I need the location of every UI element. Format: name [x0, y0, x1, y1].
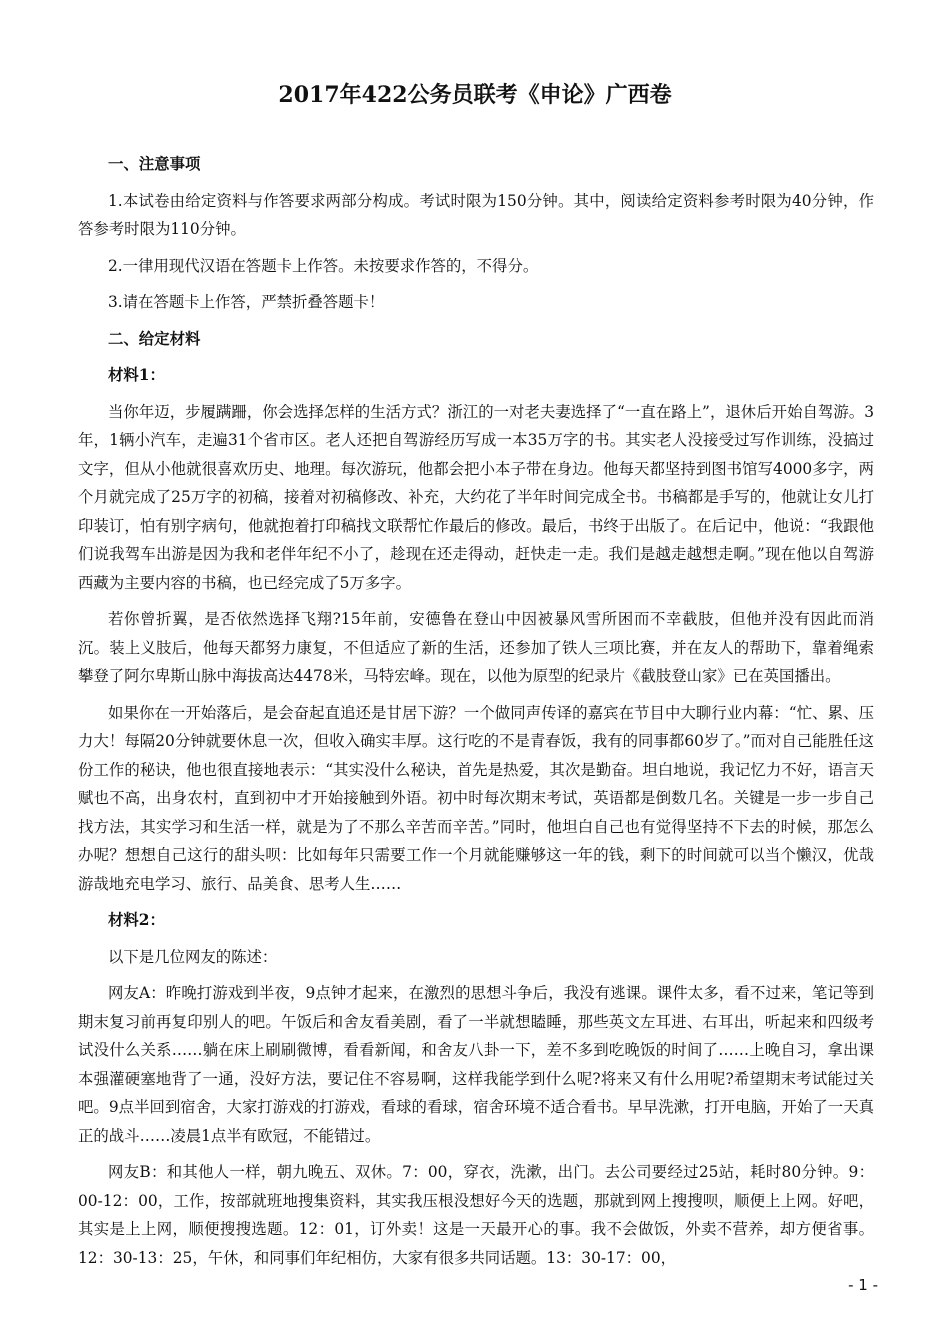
material-2-paragraph: 网友A：昨晚打游戏到半夜，9点钟才起来，在激烈的思想斗争后，我没有逃课。课件太多，看不过来，笔记等到期末复习前再复印别人的吧。午饭后和舍友看美剧，看了一半就想瞌睡，那些英文左耳进、右耳出，听起来和四级考试没什么关系……躺在床上刷刷微博，看看新闻，和舍友八卦一下，差不多到吃晚饭的时间了……上晚自习，拿出课本强灌硬塞地背了一通，没好方法，要记住不容易啊，这样我能学到什么呢?将来又有什么用呢?希望期末考试能过关吧。9点半回到宿舍，大家打游戏的打游戏，看球的看球，宿舍环境不适合看书。早早洗漱，打开电脑，开始了一天真正的战斗……凌晨1点半有欧冠，不能错过。: [78, 984, 874, 1145]
section-heading-notes: 一、注意事项: [108, 155, 201, 173]
note-item-1: 1.本试卷由给定资料与作答要求两部分构成。考试时限为150分钟。其中，阅读给定资料参考时限为40分钟，作答参考时限为110分钟。: [78, 191, 874, 238]
material-1-paragraph: 当你年迈，步履蹒跚，你会选择怎样的生活方式？浙江的一对老夫妻选择了“一直在路上”，退休后开始自驾游。3年，1辆小汽车，走遍31个省市区。老人还把自驾游经历写成一本35万字的书。其实老人没接受过写作训练，没搞过文字，但从小他就很喜欢历史、地理。每次游玩，他都会把小本子带在身边。他每天都坚持到图书馆写4000多字，两个月就完成了25万字的初稿，接着对初稿修改、补充，大约花了半年时间完成全书。书稿都是手写的，他就让女儿打印装订，怕有别字病句，他就抱着打印稿找文联帮忙作最后的修改。最后，书终于出版了。在后记中，他说：“我跟他们说我驾车出游是因为我和老伴年纪不小了，趁现在还走得动，赶快走一走。我们是越走越想走啊。”现在他以自驾游西藏为主要内容的书稿，也已经完成了5万多字。: [78, 402, 874, 592]
material-1-paragraph: 若你曾折翼，是否依然选择飞翔?15年前，安德鲁在登山中因被暴风雪所困而不幸截肢，但他并没有因此而消沉。装上义肢后，他每天都努力康复，不但适应了新的生活，还参加了铁人三项比赛，并在友人的帮助下，靠着绳索攀登了阿尔卑斯山脉中海拔高达4478米，马特宏峰。现在，以他为原型的纪录片《截肢登山家》已在英国播出。: [78, 610, 874, 685]
material-1-paragraph: 如果你在一开始落后，是会奋起直追还是甘居下游？一个做同声传译的嘉宾在节目中大聊行业内幕：“忙、累、压力大！每隔20分钟就要休息一次，但收入确实丰厚。这行吃的不是青春饭，我有的同事都60岁了。”而对自己能胜任这份工作的秘诀，他也很直接地表示：“其实没什么秘诀，首先是热爱，其次是勤奋。坦白地说，我记忆力不好，语言天赋也不高，出身农村，直到初中才开始接触到外语。初中时每次期末考试，英语都是倒数几名。关键是一步一步自己找方法，其实学习和生活一样，就是为了不那么辛苦而辛苦。”同时，他坦白自己也有觉得坚持不下去的时候，那怎么办呢？想想自己这行的甜头呗：比如每年只需要工作一个月就能赚够这一年的钱，剩下的时间就可以当个懒汉，优哉游哉地充电学习、旅行、品美食、思考人生……: [78, 703, 874, 893]
note-item-3: 3.请在答题卡上作答，严禁折叠答题卡！: [108, 293, 385, 311]
document-body: [78, 150, 874, 1280]
material-1-label: 材料1：: [108, 366, 165, 384]
material-2-paragraph: 以下是几位网友的陈述：: [108, 947, 278, 966]
section-heading-materials: 二、给定材料: [108, 329, 201, 348]
material-2-label: 材料2：: [108, 911, 165, 929]
note-item-2: 2.一律用现代汉语在答题卡上作答。未按要求作答的，不得分。: [108, 256, 539, 275]
material-2-paragraph: 网友B：和其他人一样，朝九晚五、双休。7：00，穿衣，洗漱，出门。去公司要经过25站，耗时80分钟。9：00-12：00，工作，按部就班地搜集资料，其实我压根没想好今天的选题，那就到网上搜搜呗，顺便上上网。好吧，其实是上上网，顺便搜搜选题。12：01，订外卖！这是一天最开心的事。我不会做饭，外卖不营养，却方便省事。12：30-13：25，午休，和同事们年纪相仿，大家有很多共同话题。13：30-17：00，: [78, 1163, 874, 1267]
document-title: 2017年422公务员联考《申论》广西卷: [278, 82, 672, 108]
page-number: - 1 -: [848, 1276, 878, 1294]
